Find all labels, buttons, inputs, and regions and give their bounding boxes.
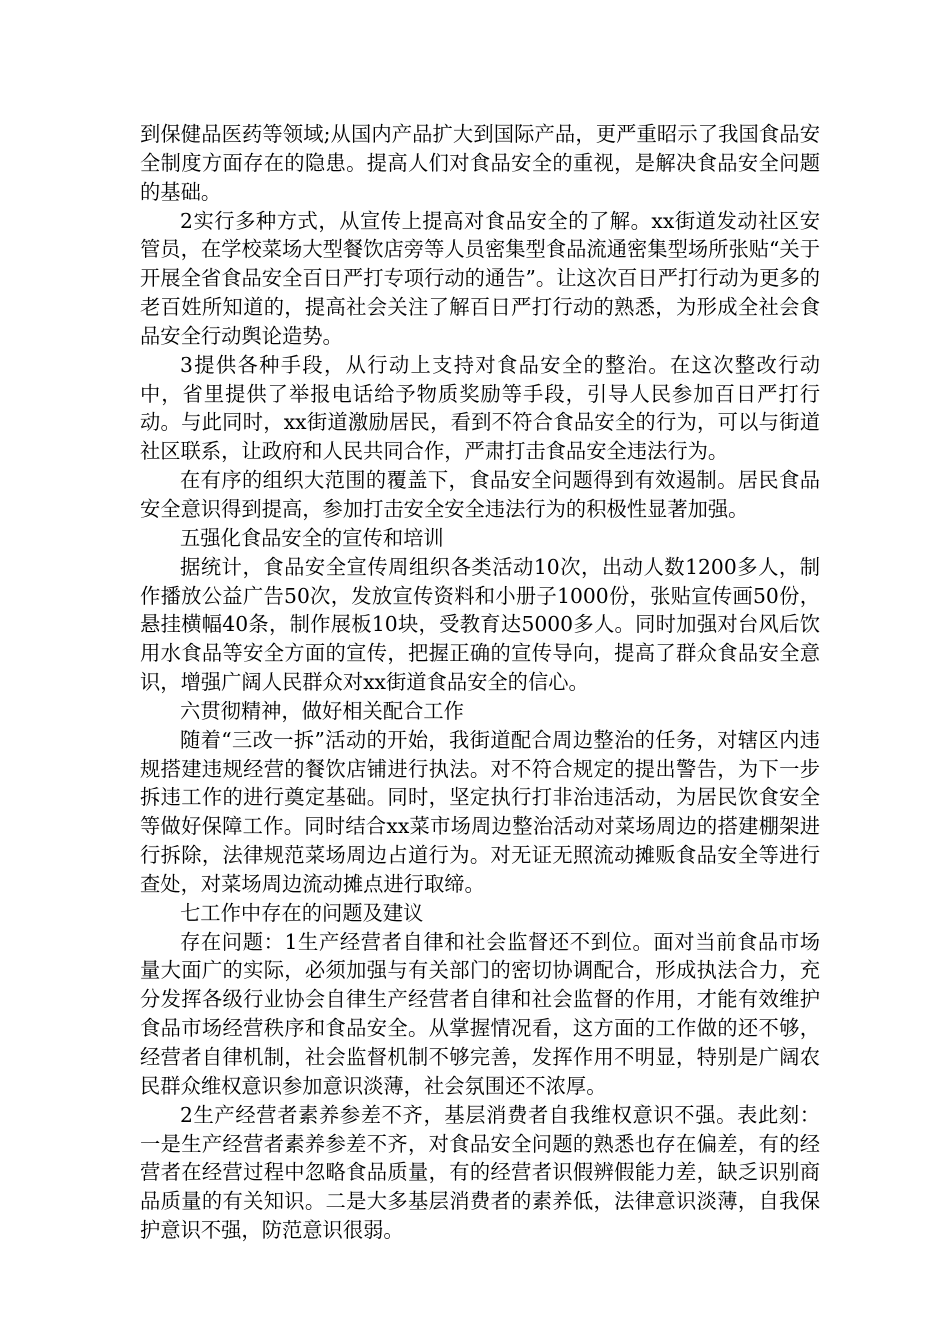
paragraph-8: 随着“三改一拆”活动的开始，我街道配合周边整治的任务，对辖区内违规搭建违规经营的餐饮店铺进行执法。对不符合规定的提出警告，为下一步拆违工作的进行奠定基础。同时，坚定执行打非治违活动，为居民饮食安全等做好保障工作。同时结合xx菜市场周边整治活动对菜场周边的搭建棚架进行拆除，法律规范菜场周边占道行为。对无证无照流动摊贩食品安全等进行查处，对菜场周边流动摊点进行取缔。	[140, 727, 820, 896]
section-heading-7: 七工作中存在的问题及建议	[180, 900, 424, 925]
paragraph-11: 2生产经营者素养参差不齐，基层消费者自我维权意识不强。表此刻：一是生产经营者素养参差不齐，对食品安全问题的熟悉也存在偏差，有的经营者在经营过程中忽略食品质量，有的经营者识假辨假能力差，缺乏识别商品质量的有关知识。二是大多基层消费者的素养低，法律意识淡薄，自我保护意识不强，防范意识很弱。	[140, 1102, 820, 1243]
document-body	[140, 120, 820, 1245]
paragraph-2: 2实行多种方式，从宣传上提高对食品安全的了解。xx街道发动社区安管员，在学校菜场大型餐饮店旁等人员密集型食品流通密集型场所张贴“关于开展全省食品安全百日严打专项行动的通告”。让这次百日严打行动为更多的老百姓所知道的，提高社会关注了解百日严打行动的熟悉，为形成全社会食品安全行动舆论造势。	[140, 208, 820, 348]
paragraph-6: 据统计，食品安全宣传周组织各类活动10次，出动人数1200多人，制作播放公益广告50次，发放宣传资料和小册子1000份，张贴宣传画50份，悬挂横幅40条，制作展板10块，受教育达5000多人。同时加强对台风后饮用水食品等安全方面的宣传，把握正确的宣传导向，提高了群众食品安全意识，增强广阔人民群众对xx街道食品安全的信心。	[140, 554, 820, 695]
paragraph-3: 3提供各种手段，从行动上支持对食品安全的整治。在这次整改行动中，省里提供了举报电话给予物质奖励等手段，引导人民参加百日严打行动。与此同时，xx街道激励居民，看到不符合食品安全的行为，可以与街道社区联系，让政府和人民共同合作，严肃打击食品安全违法行为。	[140, 352, 820, 464]
section-heading-6: 六贯彻精神，做好相关配合工作	[180, 698, 464, 723]
paragraph-4: 在有序的组织大范围的覆盖下，食品安全问题得到有效遏制。居民食品安全意识得到提高，参加打击安全安全违法行为的积极性显著加强。	[140, 468, 820, 521]
paragraph-1: 到保健品医药等领域;从国内产品扩大到国际产品，更严重昭示了我国食品安全制度方面存在的隐患。提高人们对食品安全的重视，是解决食品安全问题的基础。	[140, 122, 820, 204]
paragraph-10: 存在问题：1生产经营者自律和社会监督还不到位。面对当前食品市场量大面广的实际，必须加强与有关部门的密切协调配合，形成执法合力，充分发挥各级行业协会自律生产经营者自律和社会监督的作用，才能有效维护食品市场经营秩序和食品安全。从掌握情况看，这方面的工作做的还不够，经营者自律机制，社会监督机制不够完善，发挥作用不明显，特别是广阔农民群众维权意识参加意识淡薄，社会氛围还不浓厚。	[140, 929, 820, 1098]
section-heading-5: 五强化食品安全的宣传和培训	[180, 525, 444, 550]
